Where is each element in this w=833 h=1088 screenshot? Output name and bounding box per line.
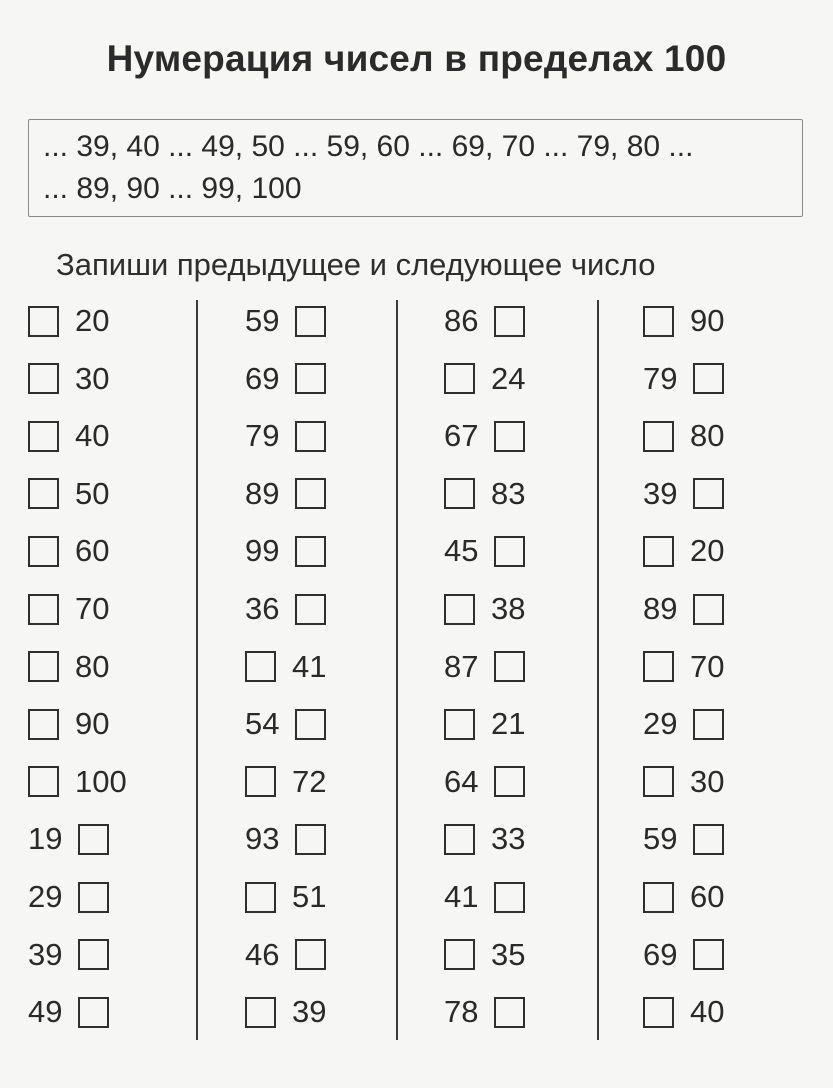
exercise-row — [28, 465, 109, 523]
given-number: 30 — [690, 763, 725, 799]
exercise-row — [245, 407, 326, 465]
exercise-row — [245, 465, 326, 523]
exercise-row — [28, 522, 109, 580]
exercise-row — [245, 638, 326, 696]
answer-box[interactable] — [78, 824, 109, 855]
exercise-row — [444, 350, 525, 408]
given-number: 83 — [491, 475, 526, 511]
answer-box[interactable] — [693, 363, 724, 394]
answer-box[interactable] — [494, 766, 525, 797]
given-number: 41 — [444, 879, 479, 914]
answer-box[interactable] — [28, 594, 59, 625]
given-number: 64 — [444, 763, 479, 799]
answer-box[interactable] — [245, 766, 276, 797]
column-divider — [196, 300, 198, 1040]
sequence-line-2: ... 89, 90 ... 99, 100 — [43, 172, 302, 205]
given-number: 90 — [690, 303, 725, 338]
given-number: 70 — [690, 648, 725, 684]
given-number: 46 — [245, 936, 280, 972]
exercise-row — [643, 580, 724, 638]
exercise-row — [444, 580, 525, 638]
answer-box[interactable] — [643, 766, 674, 797]
answer-box[interactable] — [643, 421, 674, 452]
given-number: 20 — [75, 303, 110, 338]
exercise-row — [444, 407, 525, 465]
answer-box[interactable] — [28, 766, 59, 797]
given-number: 89 — [643, 591, 678, 626]
exercise-row — [444, 753, 525, 811]
exercise-row — [643, 292, 724, 350]
exercise-row — [643, 753, 724, 811]
exercise-row — [444, 695, 525, 753]
answer-box[interactable] — [494, 882, 525, 913]
given-number: 33 — [491, 821, 526, 857]
answer-box[interactable] — [643, 536, 674, 567]
given-number: 79 — [245, 418, 280, 454]
given-number: 39 — [643, 475, 678, 511]
answer-box[interactable] — [78, 997, 109, 1028]
answer-box[interactable] — [643, 651, 674, 682]
exercise-row — [444, 868, 525, 926]
given-number: 93 — [245, 821, 280, 857]
given-number: 40 — [690, 994, 725, 1030]
exercise-row — [245, 810, 326, 868]
answer-box[interactable] — [444, 709, 475, 740]
exercise-row — [28, 983, 109, 1041]
given-number: 87 — [444, 648, 479, 684]
answer-box[interactable] — [78, 939, 109, 970]
given-number: 41 — [292, 648, 327, 684]
answer-box[interactable] — [643, 306, 674, 337]
given-number: 39 — [28, 936, 63, 972]
given-number: 78 — [444, 994, 479, 1030]
exercise-row — [28, 695, 109, 753]
given-number: 72 — [292, 763, 327, 799]
exercise-row — [28, 292, 109, 350]
given-number: 36 — [245, 591, 280, 626]
given-number: 39 — [292, 994, 327, 1030]
answer-box[interactable] — [444, 478, 475, 509]
given-number: 29 — [643, 706, 678, 742]
answer-box[interactable] — [245, 651, 276, 682]
given-number: 67 — [444, 418, 479, 454]
given-number: 59 — [643, 821, 678, 857]
answer-box[interactable] — [494, 306, 525, 337]
exercise-row — [28, 753, 127, 811]
given-number: 90 — [75, 706, 110, 742]
given-number: 29 — [28, 879, 63, 914]
column-divider — [597, 300, 599, 1040]
answer-box[interactable] — [494, 997, 525, 1028]
given-number: 30 — [75, 360, 110, 396]
answer-box[interactable] — [295, 478, 326, 509]
given-number: 60 — [75, 533, 110, 569]
answer-box[interactable] — [295, 939, 326, 970]
exercise-row — [245, 350, 326, 408]
exercise-row — [643, 695, 724, 753]
answer-box[interactable] — [693, 478, 724, 509]
answer-box[interactable] — [643, 997, 674, 1028]
answer-box[interactable] — [28, 306, 59, 337]
sequence-line-1: ... 39, 40 ... 49, 50 ... 59, 60 ... 69, 70 ... 79, 80 ... — [43, 130, 694, 163]
given-number: 54 — [245, 706, 280, 742]
given-number: 20 — [690, 533, 725, 569]
given-number: 99 — [245, 533, 280, 569]
answer-box[interactable] — [245, 882, 276, 913]
answer-box[interactable] — [494, 651, 525, 682]
exercise-row — [28, 350, 109, 408]
answer-box[interactable] — [28, 651, 59, 682]
given-number: 69 — [245, 360, 280, 396]
exercise-row — [444, 810, 525, 868]
answer-box[interactable] — [28, 363, 59, 394]
exercise-row — [643, 522, 724, 580]
given-number: 35 — [491, 936, 526, 972]
exercise-row — [444, 926, 525, 984]
answer-box[interactable] — [494, 536, 525, 567]
exercise-row — [444, 983, 525, 1041]
column-divider — [396, 300, 398, 1040]
given-number: 19 — [28, 821, 63, 857]
answer-box[interactable] — [295, 824, 326, 855]
answer-box[interactable] — [295, 421, 326, 452]
answer-box[interactable] — [693, 939, 724, 970]
page-title: Нумерация чисел в пределах 100 — [106, 38, 727, 79]
answer-box[interactable] — [295, 536, 326, 567]
answer-box[interactable] — [28, 536, 59, 567]
exercise-row — [245, 868, 326, 926]
task-instruction: Запиши предыдущее и следующее число — [56, 247, 656, 282]
exercise-row — [444, 292, 525, 350]
number-sequence-box — [28, 119, 803, 217]
exercise-row — [28, 407, 109, 465]
exercise-row — [643, 983, 724, 1041]
given-number: 80 — [690, 418, 725, 454]
exercise-row — [643, 407, 724, 465]
exercise-row — [245, 292, 326, 350]
given-number: 49 — [28, 994, 63, 1030]
exercise-row — [245, 753, 326, 811]
given-number: 51 — [292, 879, 327, 914]
answer-box[interactable] — [295, 594, 326, 625]
answer-box[interactable] — [444, 594, 475, 625]
exercise-row — [28, 926, 109, 984]
given-number: 86 — [444, 303, 479, 338]
exercise-row — [245, 926, 326, 984]
exercise-row — [643, 810, 724, 868]
given-number: 40 — [75, 418, 110, 454]
exercise-row — [245, 522, 326, 580]
answer-box[interactable] — [28, 478, 59, 509]
given-number: 24 — [491, 360, 526, 396]
given-number: 50 — [75, 475, 110, 511]
answer-box[interactable] — [28, 709, 59, 740]
exercise-row — [245, 695, 326, 753]
answer-box[interactable] — [693, 594, 724, 625]
exercise-row — [444, 465, 525, 523]
answer-box[interactable] — [693, 709, 724, 740]
given-number: 100 — [75, 763, 127, 799]
answer-box[interactable] — [494, 421, 525, 452]
exercise-row — [245, 580, 326, 638]
answer-box[interactable] — [295, 709, 326, 740]
exercise-row — [643, 868, 724, 926]
answer-box[interactable] — [643, 882, 674, 913]
given-number: 38 — [491, 591, 526, 626]
answer-box[interactable] — [295, 306, 326, 337]
answer-box[interactable] — [444, 939, 475, 970]
given-number: 45 — [444, 533, 479, 569]
exercise-row — [28, 868, 109, 926]
exercise-row — [28, 580, 109, 638]
exercise-row — [444, 638, 525, 696]
exercise-row — [643, 350, 724, 408]
given-number: 59 — [245, 303, 280, 338]
answer-box[interactable] — [444, 824, 475, 855]
given-number: 80 — [75, 648, 110, 684]
given-number: 89 — [245, 475, 280, 511]
exercise-row — [28, 638, 109, 696]
exercise-row — [444, 522, 525, 580]
answer-box[interactable] — [295, 363, 326, 394]
given-number: 60 — [690, 879, 725, 914]
exercise-row — [643, 926, 724, 984]
exercise-row — [245, 983, 326, 1041]
answer-box[interactable] — [28, 421, 59, 452]
answer-box[interactable] — [693, 824, 724, 855]
given-number: 69 — [643, 936, 678, 972]
answer-box[interactable] — [245, 997, 276, 1028]
given-number: 79 — [643, 360, 678, 396]
given-number: 21 — [491, 706, 526, 742]
exercise-row — [643, 465, 724, 523]
given-number: 70 — [75, 591, 110, 626]
exercise-row — [643, 638, 724, 696]
answer-box[interactable] — [444, 363, 475, 394]
answer-box[interactable] — [78, 882, 109, 913]
exercise-row — [28, 810, 109, 868]
